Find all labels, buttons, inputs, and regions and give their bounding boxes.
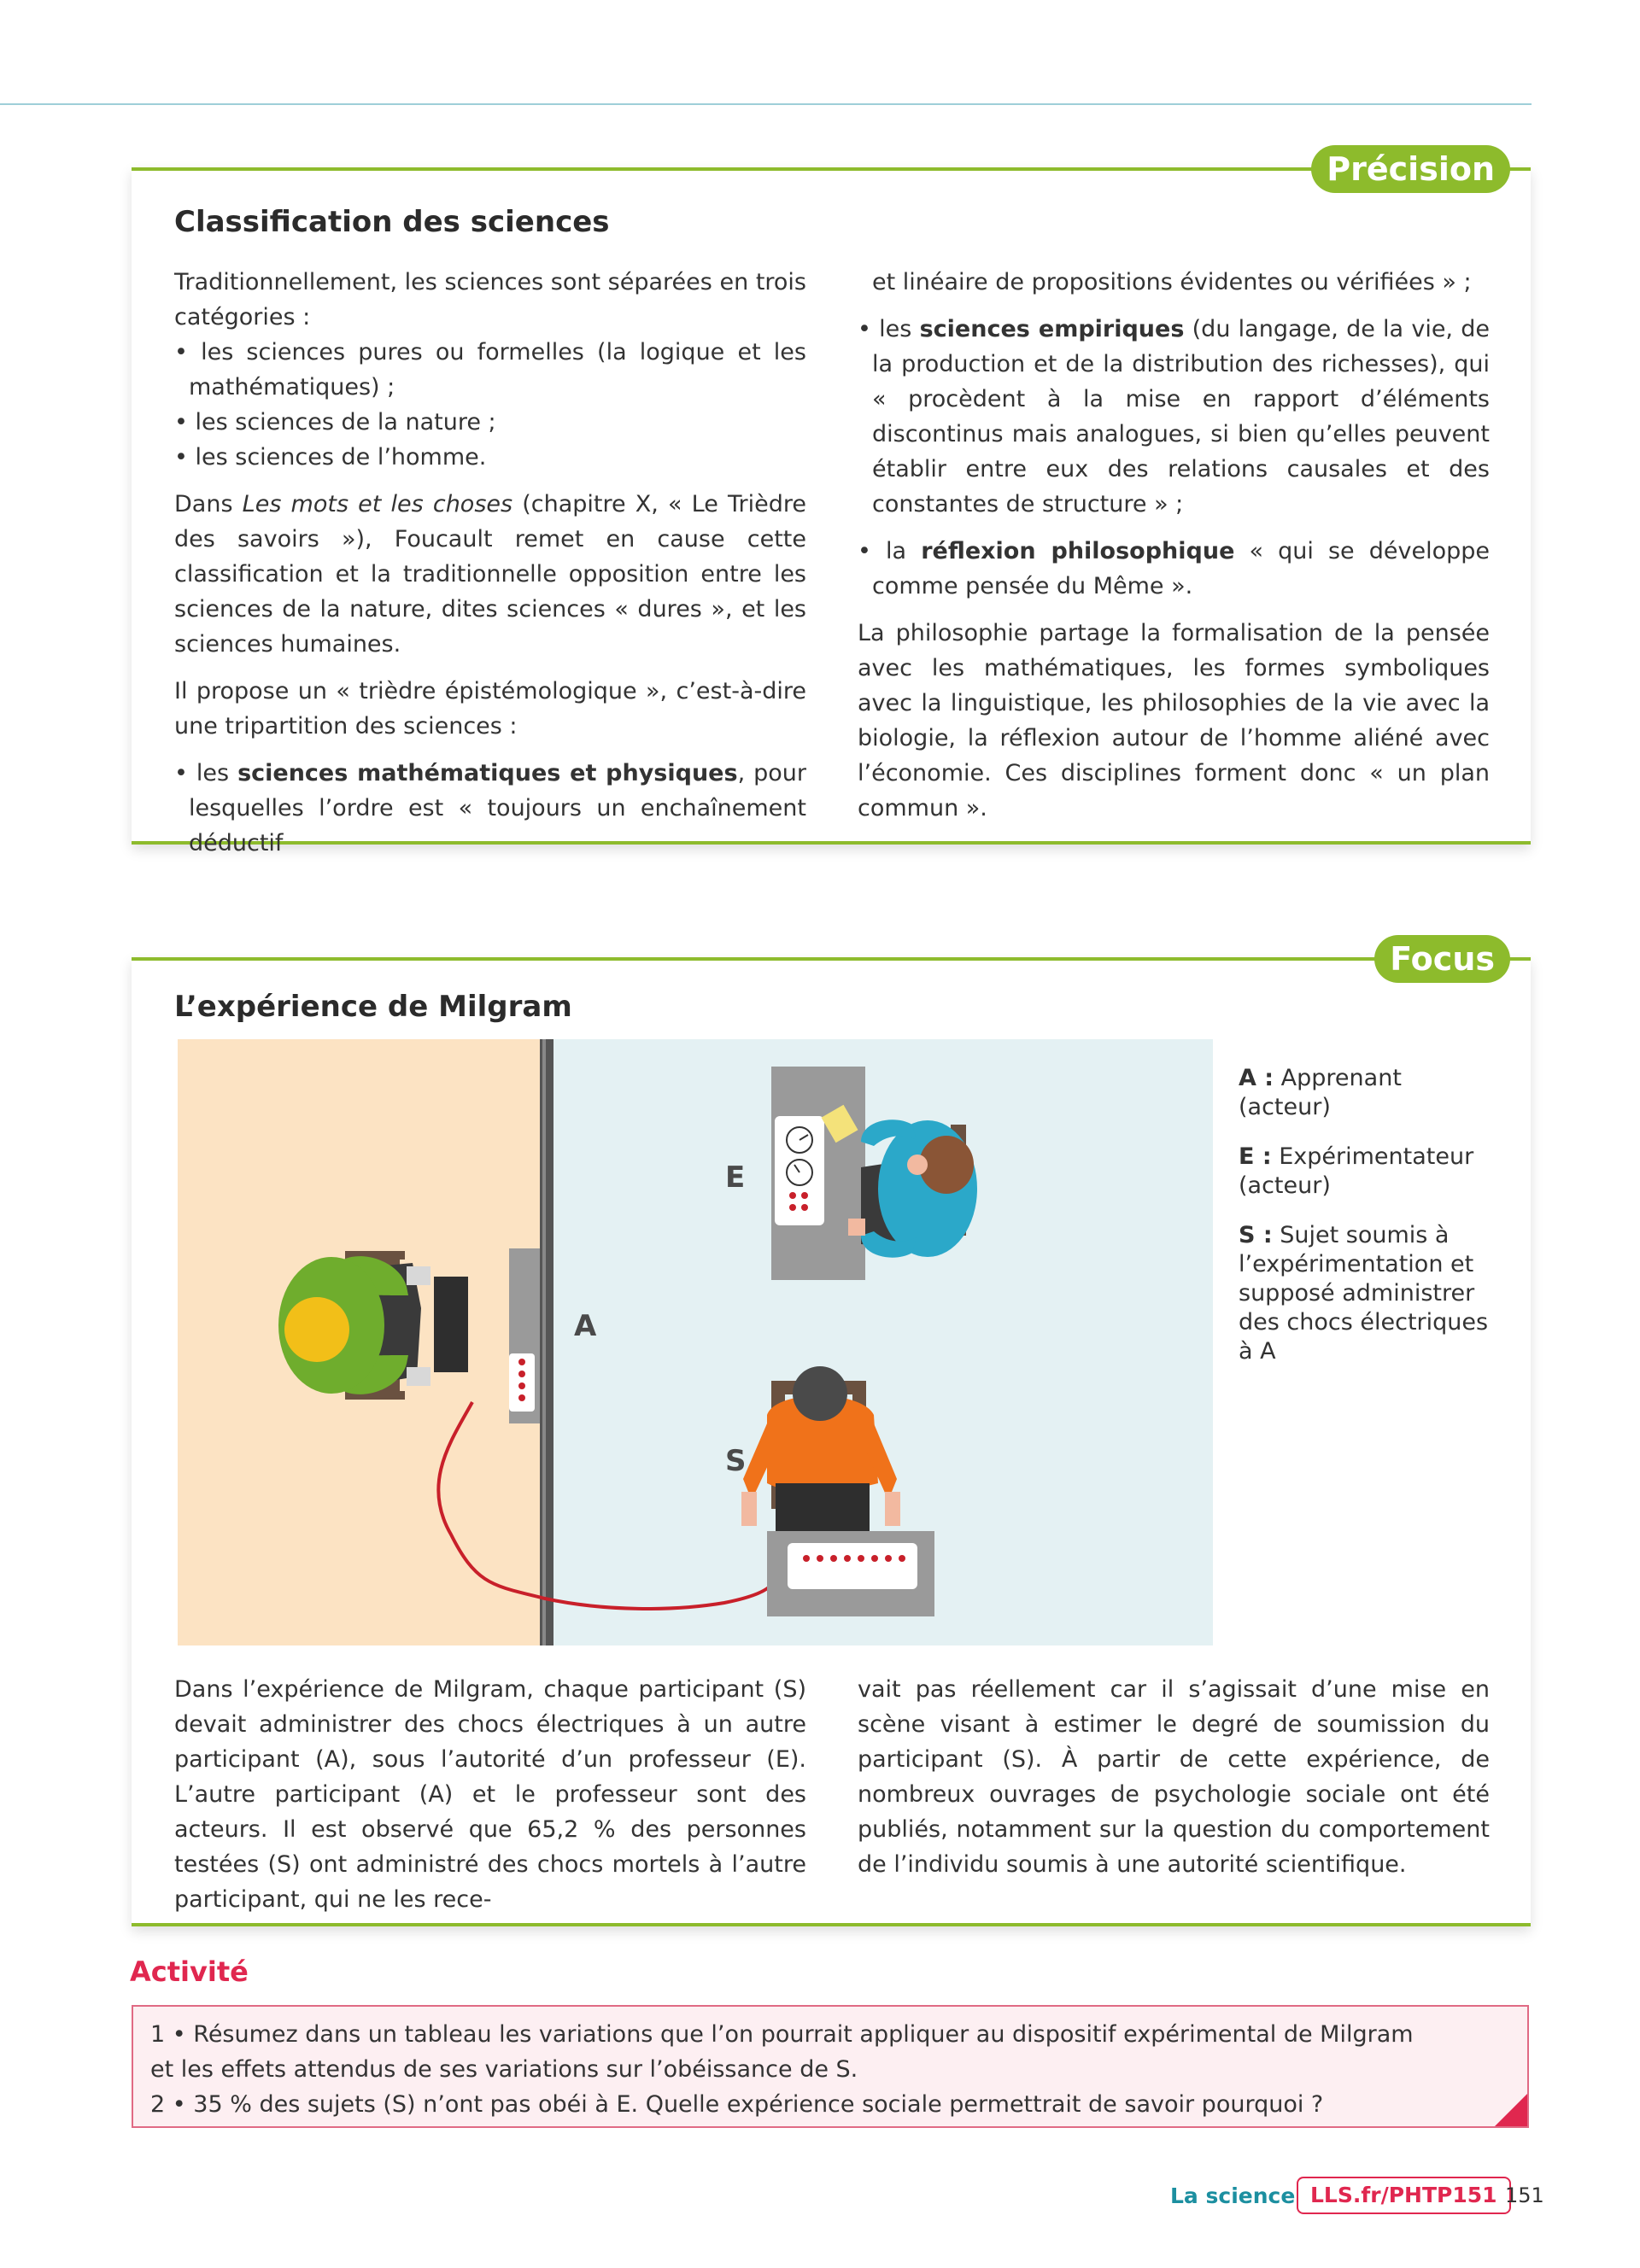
corner-fold <box>1495 2094 1527 2126</box>
list-item: • les sciences de l’homme. <box>174 444 487 471</box>
precision-right-column <box>858 265 1490 826</box>
label-s: S <box>725 1444 747 1478</box>
list-item: • la réflexion philosophique « qui se développe comme pensée du Même ». <box>858 538 1491 599</box>
page-number: 151 <box>1505 2183 1544 2207</box>
focus-right-text: vait pas réellement car il s’agissait d’une mise en scène visant à estimer le degré de soumission du participant (S). À partir de cette expérience, de nombreux ouvrages de psychologie sociale ont été publiés, notamment sur la question du comportement de l’individu soumis à une autorité scientifique. <box>858 1676 1490 1878</box>
top-rule <box>0 103 1532 105</box>
book-title: Les mots et les choses <box>242 491 513 517</box>
precision-title: Classification des sciences <box>174 205 610 239</box>
precision-box <box>132 150 1531 856</box>
activity-question-1: 1 • Résumez dans un tableau les variations que l’on pourrait appliquer au dispositif expérimental de Milgram <box>150 2021 1414 2048</box>
milgram-illustration <box>178 1039 1213 1645</box>
list-item: • les sciences mathématiques et physiques, pour lesquelles l’ordre est « toujours un enchaînement déductif <box>174 760 806 856</box>
separation-wall <box>540 1039 554 1645</box>
focus-box <box>132 940 1531 1926</box>
triedre-paragraph: Il propose un « trièdre épistémologique », c’est-à-dire une tripartition des sciences : <box>174 678 806 739</box>
label-e: E <box>725 1160 746 1195</box>
list-item: • les sciences de la nature ; <box>174 409 496 435</box>
activity-title: Activité <box>130 1955 249 1988</box>
experimenter-figure <box>848 1119 977 1257</box>
list-item: • les sciences empiriques (du langage, de la vie, de la production et de la distribution des richesses), qui « procèdent à la mise en rapport d’éléments discontinus mais analogues, si bien qu’elles peuvent établir entre eux des relations causales et des constantes de structure » ; <box>858 316 1490 517</box>
focus-top-bar <box>132 957 1531 961</box>
legend-item: A : Apprenant (acteur) <box>1239 1065 1402 1120</box>
focus-title: L’expérience de Milgram <box>174 990 572 1024</box>
intro-text: Traditionnellement, les sciences sont séparées en trois catégories : <box>174 269 806 330</box>
precision-badge: Précision <box>1311 145 1510 193</box>
experimenter-device <box>775 1116 824 1225</box>
activity-box <box>132 2005 1529 2128</box>
precision-left-column <box>174 265 806 861</box>
focus-badge: Focus <box>1374 935 1510 983</box>
foucault-paragraph: Dans Les mots et les choses (chapitre X, « Le Trièdre des savoirs »), Foucault remet en cause cette classification et la traditionnelle opposition entre les sciences de la nature, dites sciences « dures », et les sciences humaines. <box>174 491 806 658</box>
continued-text: et linéaire de propositions évidentes ou vérifiées » ; <box>872 269 1472 295</box>
focus-bottom-bar <box>132 1923 1531 1926</box>
legend-item: E : Expérimentateur (acteur) <box>1239 1143 1474 1199</box>
activity-question-2: 2 • 35 % des sujets (S) n’ont pas obéi à E. Quelle expérience sociale permettrait de savoir pourquoi ? <box>150 2091 1324 2118</box>
footer-link[interactable]: LLS.fr/PHTP151 <box>1297 2177 1511 2214</box>
activity-question-1-cont: et les effets attendus de ses variations sur l’obéissance de S. <box>150 2056 858 2083</box>
list-item: • les sciences pures ou formelles (la logique et les mathématiques) ; <box>174 339 806 400</box>
footer-section: La science <box>1170 2183 1296 2208</box>
focus-left-text: Dans l’expérience de Milgram, chaque participant (S) devait administrer des chocs électriques à un autre participant (A), sous l’autorité d’un professeur (E). L’autre participant (A) et le professeur sont des acteurs. Il est observé que 65,2 % des personnes testées (S) ont administré des chocs mortels à l’autre participant, qui ne les rece- <box>174 1676 806 1913</box>
legend-item: S : Sujet soumis à l’expérimentation et supposé administrer des chocs électriques à A <box>1239 1222 1489 1365</box>
conclusion-paragraph: La philosophie partage la formalisation de la pensée avec les mathématiques, les formes symboliques avec la linguistique, les philosophies de la vie avec la biologie, la réflexion autour de l’homme aliéné avec l’économie. Ces disciplines forment donc « un plan commun ». <box>858 620 1490 821</box>
shock-generator <box>788 1543 917 1589</box>
label-a: A <box>574 1309 597 1343</box>
figure-legend <box>1239 1064 1495 1387</box>
